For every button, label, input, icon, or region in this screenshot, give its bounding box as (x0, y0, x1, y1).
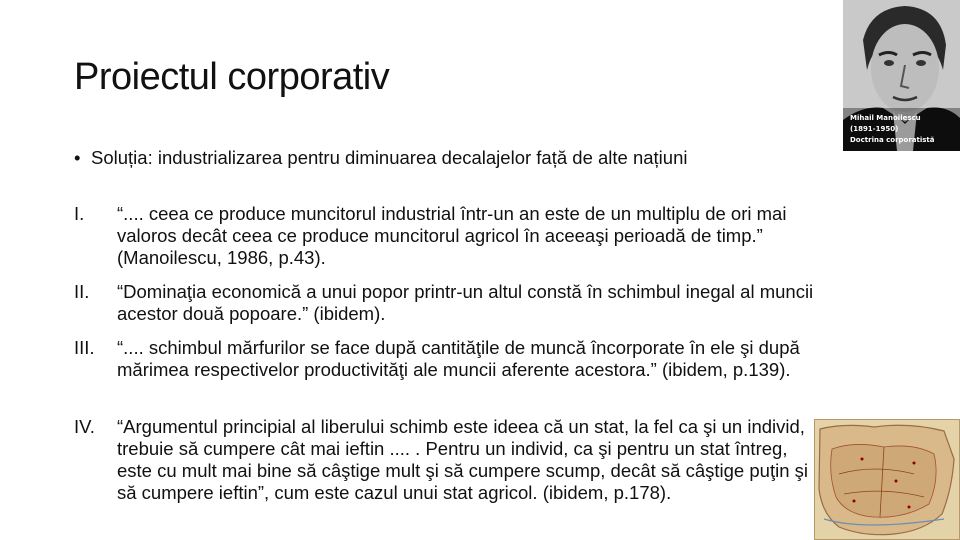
portrait-caption-topic: Doctrina corporatistă (850, 136, 935, 144)
quote-text: “.... schimbul mărfurilor se face după cantităţile de muncă încorporate în ele şi după mărimea respectivelor productivităţi ale muncii aferente acestora.” (ibidem, p.139). (117, 337, 800, 380)
quote-item-1 (74, 203, 814, 269)
historical-map-image (814, 419, 960, 540)
quote-number: II. (74, 281, 90, 302)
bullet-solution (74, 147, 814, 169)
portrait-caption-name: Mihail Manoilescu (850, 114, 921, 122)
bullet-text: Soluția: industrializarea pentru diminuarea decalajelor față de alte națiuni (91, 147, 688, 168)
portrait-caption-years: (1891-1950) (850, 125, 899, 133)
portrait-image (843, 0, 960, 151)
slide-title: Proiectul corporativ (74, 56, 390, 98)
quote-item-4 (74, 416, 814, 504)
quote-item-2 (74, 281, 814, 325)
quote-item-3 (74, 337, 814, 381)
bullet-marker: • (74, 147, 81, 168)
quote-text: “Dominaţia economică a unui popor printr-un altul constă în schimbul inegal al muncii acestor două popoare.” (ibidem). (117, 281, 814, 324)
quote-text: “.... ceea ce produce muncitorul industrial într-un an este de un multiplu de ori mai valoros decât ceea ce produce muncitorul agricol în aceeaşi perioadă de timp.” (Manoilescu, 1986, p.43). (117, 203, 787, 268)
map-drawing (814, 419, 960, 540)
quote-number: I. (74, 203, 85, 224)
quote-number: III. (74, 337, 95, 358)
quote-number: IV. (74, 416, 95, 437)
quote-text: “Argumentul principial al liberului schimb este ideea că un stat, la fel ca şi un individ, trebuie să cumpere cât mai ieftin .... . Pentru un individ, ca şi pentru un stat întreg, este cu mult mai bine să câştige mult şi să cumpere scump, decât să câştige puţin şi să cumpere ieftin”, cum este cazul unui stat agricol. (ibidem, p.178). (117, 416, 808, 503)
